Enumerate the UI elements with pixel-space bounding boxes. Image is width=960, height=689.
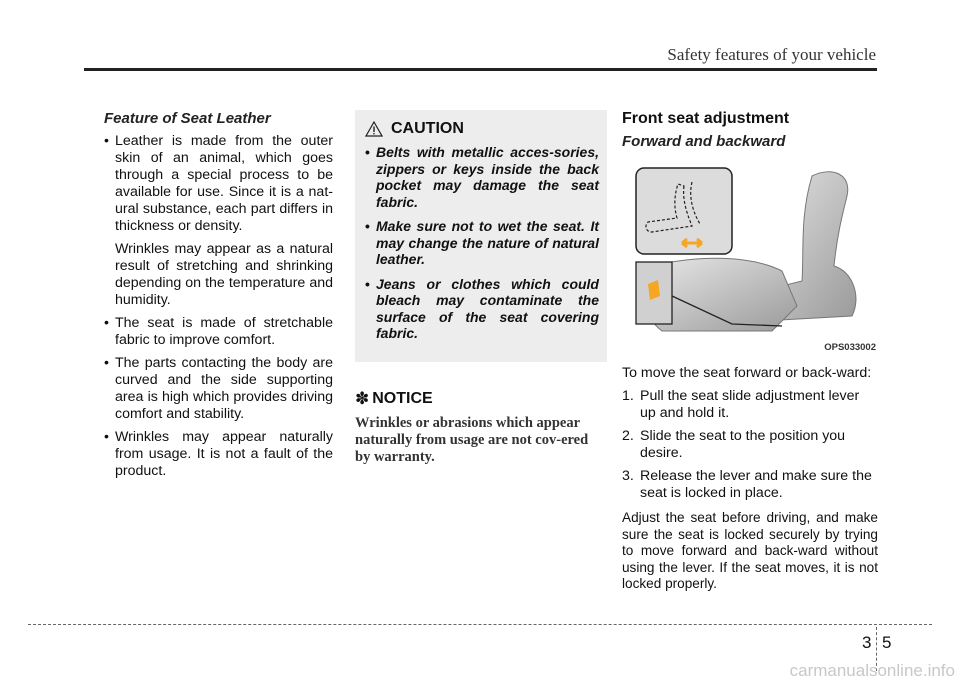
notice-star-icon: ✽ (355, 388, 370, 408)
notice-body: Wrinkles or abrasions which appear naturally from usage are not cov-ered by warranty. (355, 414, 589, 465)
page-number: 5 (882, 633, 892, 652)
step-text: Pull the seat slide adjustment lever up and hold it. (640, 388, 860, 421)
intro-paragraph: To move the seat forward or back-ward: (622, 365, 872, 381)
bullet-text: Wrinkles may appear naturally from usage. It is not a fault of the product. (115, 429, 333, 479)
bullet-subparagraph: Wrinkles may appear as a natural result of stretching and shrinking depending on the temperature and humidity. (115, 241, 333, 308)
steps-list (622, 388, 878, 502)
step-number: 3. (622, 468, 634, 484)
warning-triangle-icon (365, 121, 383, 137)
list-item: • Belts with metallic acces-sories, zippers or keys inside the back pocket may damage the seat fabric. (365, 144, 599, 210)
header-rule (84, 68, 877, 71)
step-number: 2. (622, 428, 634, 444)
figure-caption: OPS033002 (824, 342, 876, 353)
bullet-text: Leather is made from the outer skin of an animal, which goes through a special process to be available for use. Since it is a nat-ural substance, each part differs in thickness or density. (115, 133, 333, 234)
notice-box (355, 389, 607, 466)
caution-title: CAUTION (391, 120, 464, 137)
notice-title: NOTICE (372, 389, 433, 407)
list-item (622, 388, 878, 422)
watermark: carmanualsonline.info (789, 661, 955, 680)
list-item (622, 468, 878, 502)
list-item (104, 355, 333, 423)
step-text: Slide the seat to the position you desire. (640, 428, 846, 461)
list-item (622, 428, 878, 462)
caution-box (355, 110, 607, 362)
seat-illustration (622, 156, 878, 355)
caution-list (365, 144, 599, 342)
step-number: 1. (622, 388, 634, 404)
footer-rule (28, 624, 932, 625)
column-caution-notice (355, 110, 607, 466)
column-seat-leather (104, 110, 333, 486)
list-item: • Make sure not to wet the seat. It may change the nature of natural leather. (365, 218, 599, 268)
seat-leather-list (104, 133, 333, 480)
forward-backward-subheading: Forward and backward (622, 133, 786, 150)
caution-header (365, 120, 599, 138)
header-title: Safety features of your vehicle (667, 45, 876, 64)
seat-leather-heading: Feature of Seat Leather (104, 110, 271, 127)
column-front-seat (622, 110, 878, 593)
list-item: • Jeans or clothes which could bleach may contaminate the surface of the seat covering fabric. (365, 276, 599, 342)
front-seat-heading: Front seat adjustment (622, 110, 790, 127)
bullet-text: The seat is made of stretchable fabric to improve comfort. (115, 315, 333, 348)
list-item (104, 315, 333, 349)
chapter-number: 3 (862, 633, 872, 652)
notice-header (355, 389, 607, 409)
seat-drawing (622, 156, 878, 355)
bullet-text: The parts contacting the body are curved and the side supporting area is high which provides driving comfort and stability. (115, 355, 333, 422)
list-item (104, 133, 333, 309)
step-text: Release the lever and make sure the seat is locked in place. (640, 468, 872, 501)
closing-paragraph: Adjust the seat before driving, and make sure the seat is locked securely by trying to move forward and back-ward without using the lever. If the seat moves, it is not locked properly. (622, 510, 878, 591)
list-item (104, 429, 333, 480)
